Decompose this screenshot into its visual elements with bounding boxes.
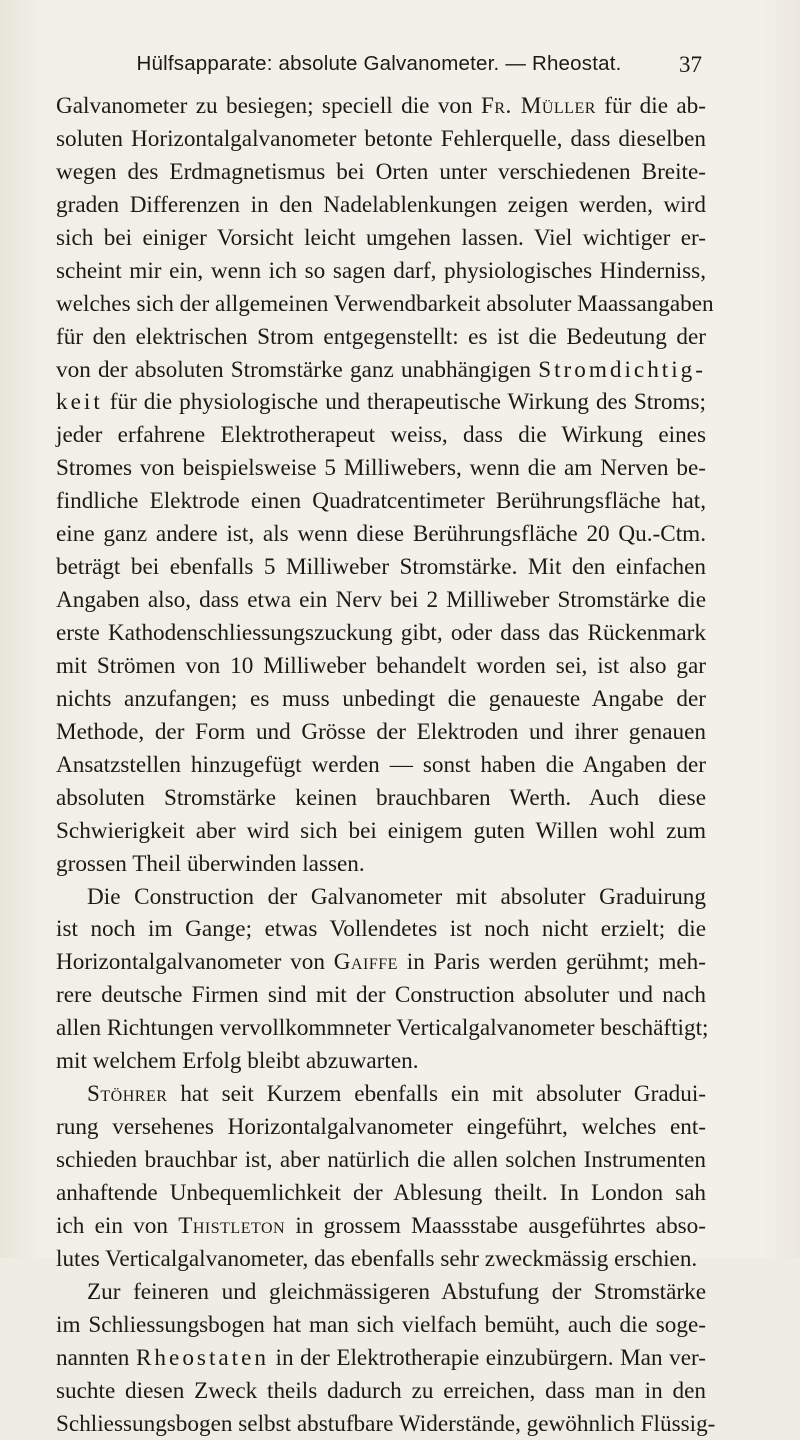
text-line: soluten Horizontalgalvanometer betonte Fehlerquelle, dass dieselben: [56, 123, 706, 156]
text-line: Methode, der Form und Grösse der Elektroden und ihrer genauen: [56, 716, 706, 749]
text-line: allen Richtungen vervollkommneter Verticalgalvanometer beschäftigt;: [56, 1012, 706, 1045]
author-name: Stöhrer: [87, 1081, 167, 1107]
text-line: welches sich der allgemeinen Verwendbarkeit absoluter Maassangaben: [56, 288, 706, 321]
text-line: Horizontalgalvanometer von Gaiffe in Paris werden gerühmt; meh-: [56, 946, 706, 979]
text-line: grossen Theil überwinden lassen.: [56, 848, 706, 881]
text-line: suchte diesen Zweck theils dadurch zu erreichen, dass man in den: [56, 1375, 706, 1408]
emphasized-term: Rheostaten: [136, 1345, 269, 1371]
text-line: ist noch im Gange; etwas Vollendetes ist noch nicht erzielt; die: [56, 913, 706, 946]
running-header: [56, 52, 702, 80]
text-line: für den elektrischen Strom entgegenstellt: es ist die Bedeutung der: [56, 321, 706, 354]
text-line: im Schliessungsbogen hat man sich vielfach bemüht, auch die soge-: [56, 1309, 706, 1342]
text-line: Schwierigkeit aber wird sich bei einigem guten Willen wohl zum: [56, 815, 706, 848]
text-line: nichts anzufangen; es muss unbedingt die genaueste Angabe der: [56, 683, 706, 716]
text-line: von der absoluten Stromstärke ganz unabhängigen Stromdichtig-: [56, 354, 706, 387]
text-line: erste Kathodenschliessungszuckung gibt, oder dass das Rückenmark: [56, 617, 706, 650]
text-line: Stöhrer hat seit Kurzem ebenfalls ein mit absoluter Gradui-: [56, 1078, 706, 1111]
text-line: scheint mir ein, wenn ich so sagen darf, physiologisches Hinderniss,: [56, 255, 706, 288]
text-line: sich bei einiger Vorsicht leicht umgehen lassen. Viel wichtiger er-: [56, 222, 706, 255]
text-line: schieden brauchbar ist, aber natürlich die allen solchen Instrumenten: [56, 1144, 706, 1177]
text-line: graden Differenzen in den Nadelablenkungen zeigen werden, wird: [56, 189, 706, 222]
text-line: mit welchem Erfolg bleibt abzuwarten.: [56, 1045, 706, 1078]
running-title: Hülfsapparate: absolute Galvanometer. — Rheostat.: [56, 52, 702, 76]
text-line: mit Strömen von 10 Milliweber behandelt worden sei, ist also gar: [56, 650, 706, 683]
text-line: anhaftende Unbequemlichkeit der Ablesung theilt. In London sah: [56, 1177, 706, 1210]
text-line: ich ein von Thistleton in grossem Maassstabe ausgeführtes abso-: [56, 1210, 706, 1243]
text-line: eine ganz andere ist, als wenn diese Berührungsfläche 20 Qu.-Ctm.: [56, 518, 706, 551]
author-name: Gaiffe: [334, 949, 398, 975]
emphasized-term: Stromdichtig-: [538, 357, 706, 383]
text-line: Stromes von beispielsweise 5 Milliwebers, wenn die am Nerven be-: [56, 452, 706, 485]
text-line: lutes Verticalgalvanometer, das ebenfalls sehr zweckmässig erschien.: [56, 1243, 706, 1276]
text-line: absoluten Stromstärke keinen brauchbaren Werth. Auch diese: [56, 782, 706, 815]
text-line: Galvanometer zu besiegen; speciell die von Fr. Müller für die ab-: [56, 90, 706, 123]
text-line: jeder erfahrene Elektrotherapeut weiss, dass die Wirkung eines: [56, 419, 706, 452]
text-line: beträgt bei ebenfalls 5 Milliweber Stromstärke. Mit den einfachen: [56, 551, 706, 584]
text-line: Zur feineren und gleichmässigeren Abstufung der Stromstärke: [56, 1276, 706, 1309]
author-name: Fr. Müller: [481, 93, 596, 119]
text-line: Angaben also, dass etwa ein Nerv bei 2 Milliweber Stromstärke die: [56, 584, 706, 617]
emphasized-term: keit: [56, 389, 103, 415]
author-name: Thistleton: [178, 1213, 285, 1239]
text-line: Die Construction der Galvanometer mit absoluter Graduirung: [56, 881, 706, 914]
text-line: wegen des Erdmagnetismus bei Orten unter verschiedenen Breite-: [56, 156, 706, 189]
text-line: rere deutsche Firmen sind mit der Construction absoluter und nach: [56, 979, 706, 1012]
text-line: rung versehenes Horizontalgalvanometer eingeführt, welches ent-: [56, 1111, 706, 1144]
page-number: 37: [679, 52, 702, 78]
text-line: keit für die physiologische und therapeutische Wirkung des Stroms;: [56, 386, 706, 419]
text-line: Schliessungsbogen selbst abstufbare Widerstände, gewöhnlich Flüssig-: [56, 1408, 706, 1440]
body-text: [56, 90, 706, 1440]
text-line: Ansatzstellen hinzugefügt werden — sonst haben die Angaben der: [56, 749, 706, 782]
text-line: nannten Rheostaten in der Elektrotherapie einzubürgern. Man ver-: [56, 1342, 706, 1375]
text-line: findliche Elektrode einen Quadratcentimeter Berührungsfläche hat,: [56, 485, 706, 518]
